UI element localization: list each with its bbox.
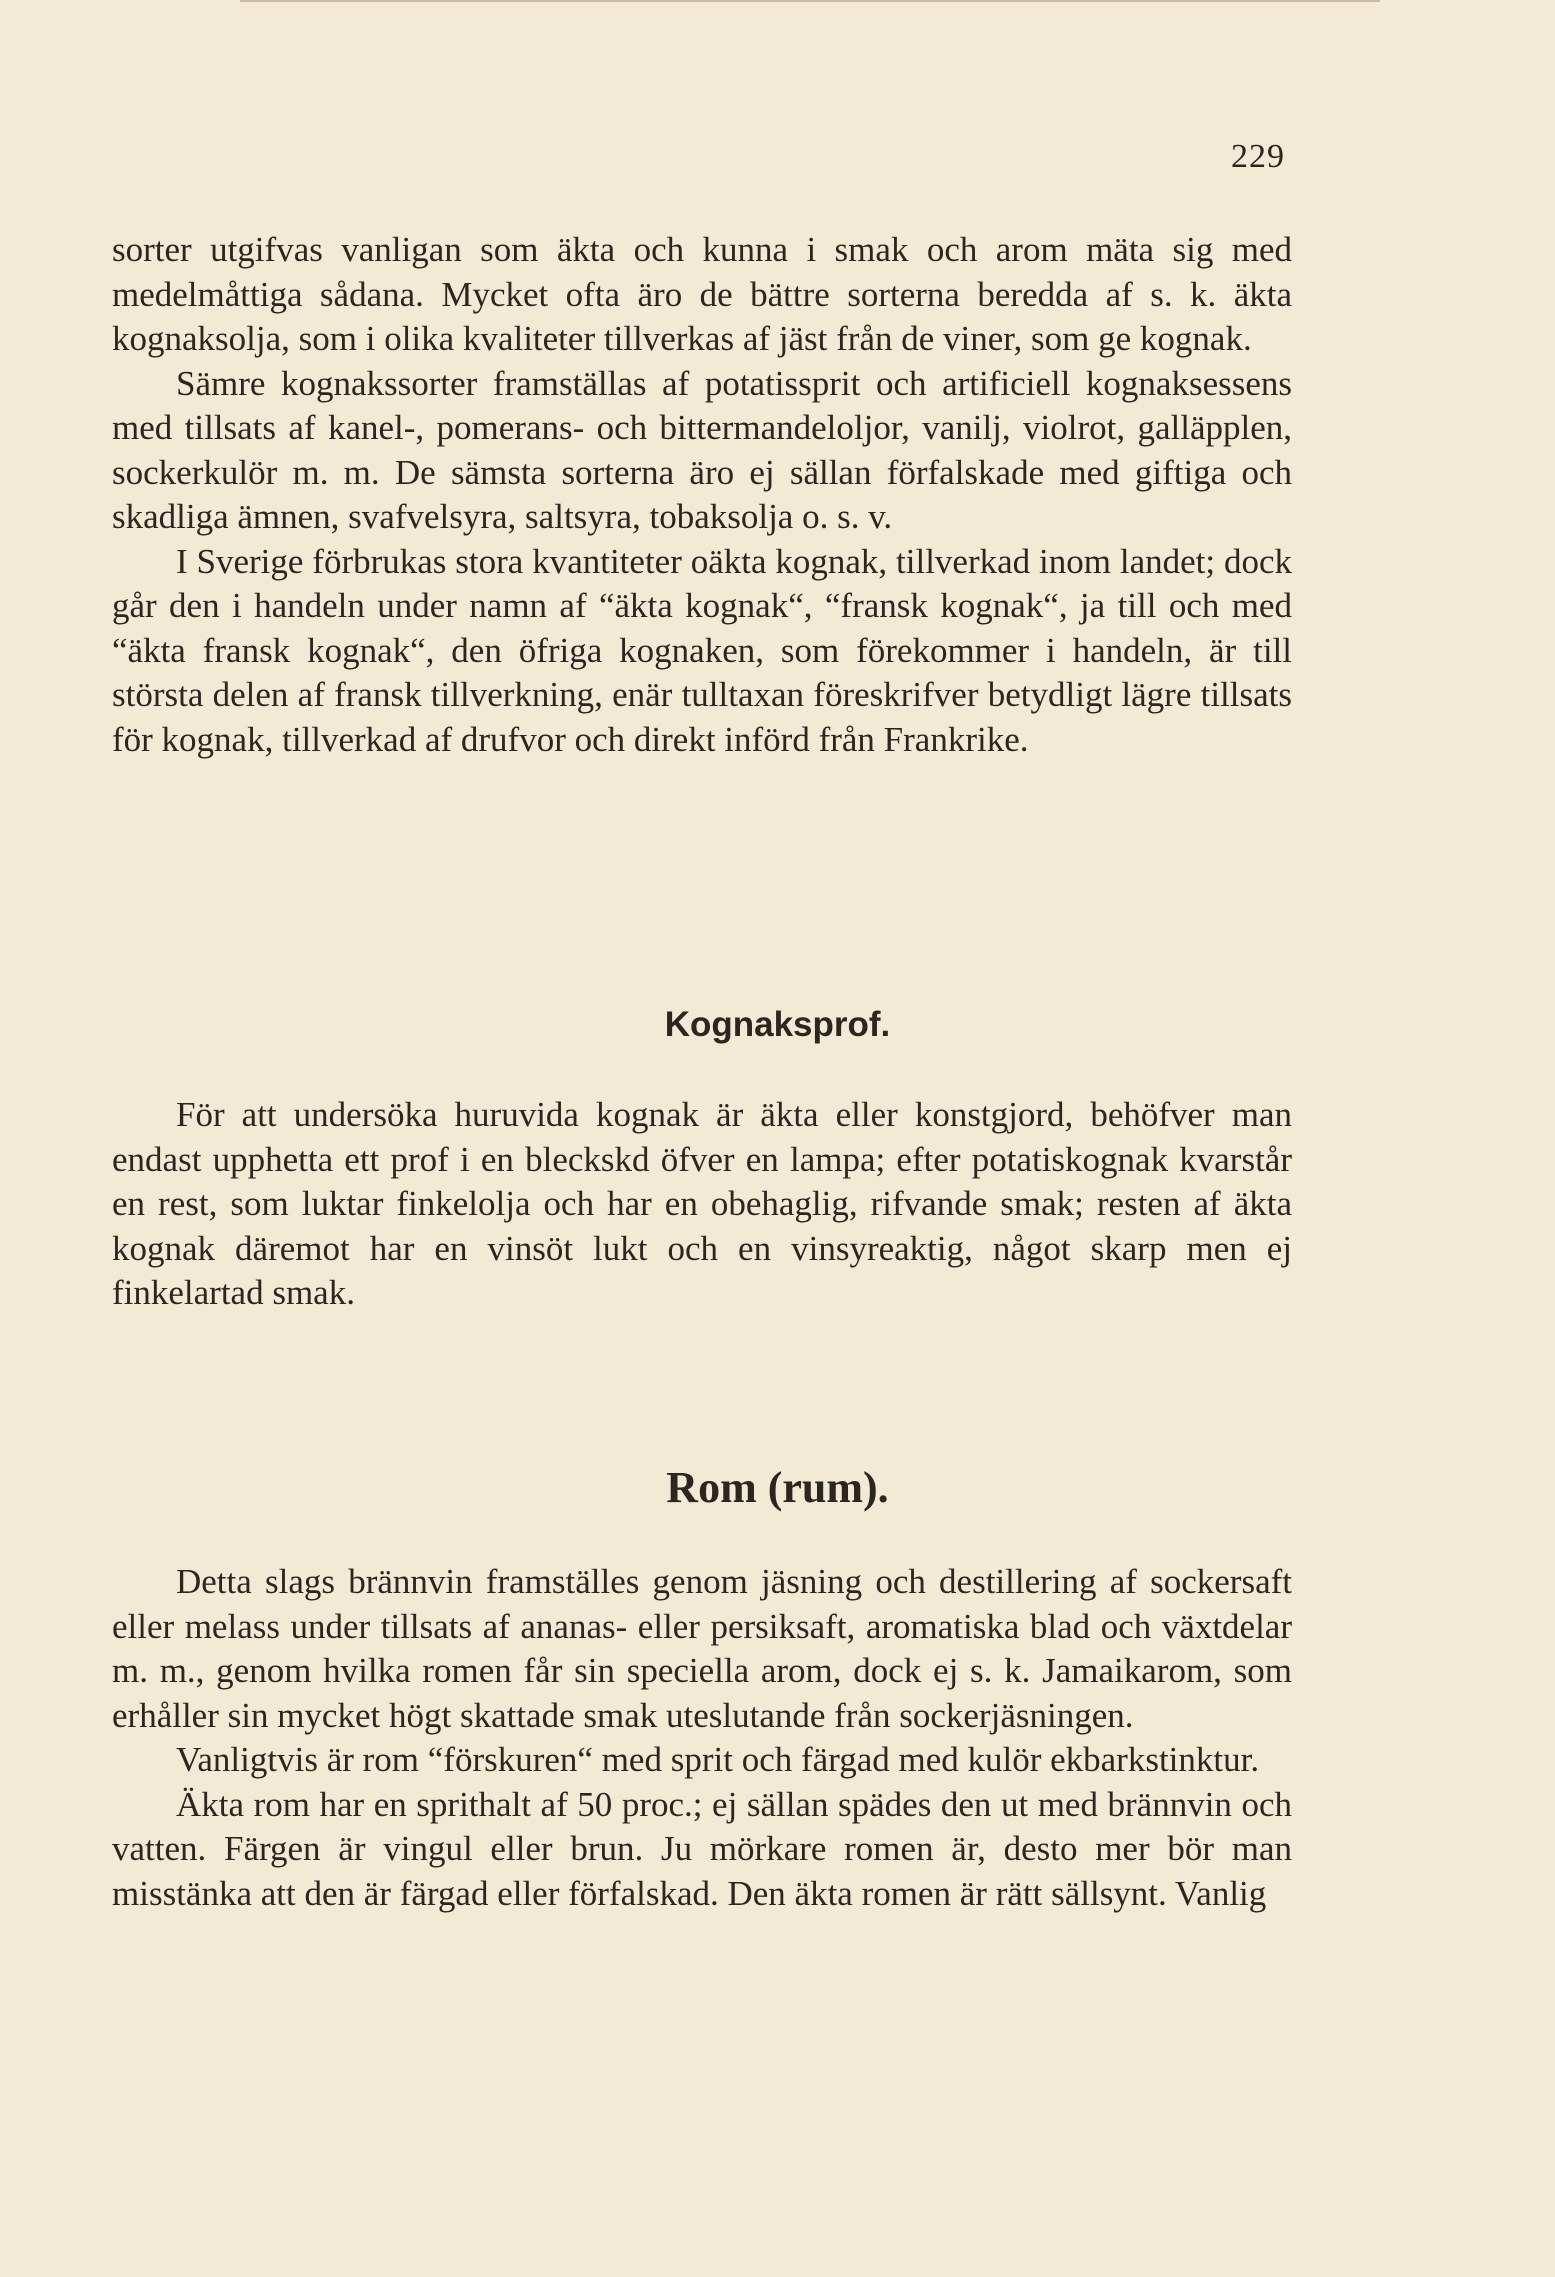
paragraph: I Sverige förbrukas stora kvantiteter oäkta kognak, tillverkad inom landet; dock går den i handeln under namn af “äkta kognak“, “fransk kognak“, ja till och med “äkta fransk kognak“, den öfriga kognaken, som förekommer i handeln, är till största delen af fransk tillverkning, enär tulltaxan föreskrifver betydligt lägre tillsats för kognak, tillverkad af drufvor och direkt införd från Frankrike. bbox=[112, 541, 1292, 759]
heading-kognaksprof: Kognaksprof. bbox=[664, 1005, 891, 1044]
paragraph: För att undersöka huruvida kognak är äkta eller konstgjord, behöfver man endast upphetta ett prof i en bleckskd öfver en lampa; efter potatiskognak kvarstår en rest, som luktar finkelolja och har en obehaglig, rifvande smak; resten af äkta kognak däremot har en vinsöt lukt och en vinsyreaktig, något skarp men ej finkelartad smak. bbox=[112, 1095, 1292, 1312]
page-number: 229 bbox=[1231, 138, 1285, 175]
paragraph: Vanligtvis är rom “förskuren“ med sprit och färgad med kulör ekbarkstinktur. bbox=[176, 1740, 1260, 1779]
section-kognaksprof-text bbox=[112, 1093, 1292, 1316]
section-cognac-text bbox=[112, 228, 1292, 762]
paragraph: sorter utgifvas vanligan som äkta och kunna i smak och arom mäta sig med medelmåttiga sådana. Mycket ofta äro de bättre sorterna beredda af s. k. äkta kognaksolja, som i olika kvaliteter tillverkas af jäst från de viner, som ge kognak. bbox=[112, 230, 1292, 358]
heading-rom: Rom (rum). bbox=[666, 1463, 889, 1512]
paragraph: Sämre kognakssorter framställas af potatissprit och artificiell kognaksessens med tillsats af kanel-, pomerans- och bittermandeloljor, vanilj, violrot, galläpplen, sockerkulör m. m. De sämsta sorterna äro ej sällan förfalskade med giftiga och skadliga ämnen, svafvelsyra, saltsyra, tobaksolja o. s. v. bbox=[112, 363, 1292, 536]
section-rom-text bbox=[112, 1560, 1292, 1916]
top-edge-rule bbox=[240, 0, 1380, 2]
paragraph: Äkta rom har en sprithalt af 50 proc.; ej sällan spädes den ut med brännvin och vatten. Färgen är vingul eller brun. Ju mörkare romen är, desto mer bör man misstänka att den är färgad eller förfalskad. Den äkta romen är rätt sällsynt. Vanlig bbox=[112, 1784, 1292, 1913]
paragraph: Detta slags brännvin framställes genom jäsning och destillering af sockersaft eller melass under tillsats af ananas- eller persiksaft, aromatiska blad och växtdelar m. m., genom hvilka romen får sin speciella arom, dock ej s. k. Jamaikarom, som erhåller sin mycket högt skattade smak uteslutande från sockerjäsningen. bbox=[112, 1562, 1292, 1735]
